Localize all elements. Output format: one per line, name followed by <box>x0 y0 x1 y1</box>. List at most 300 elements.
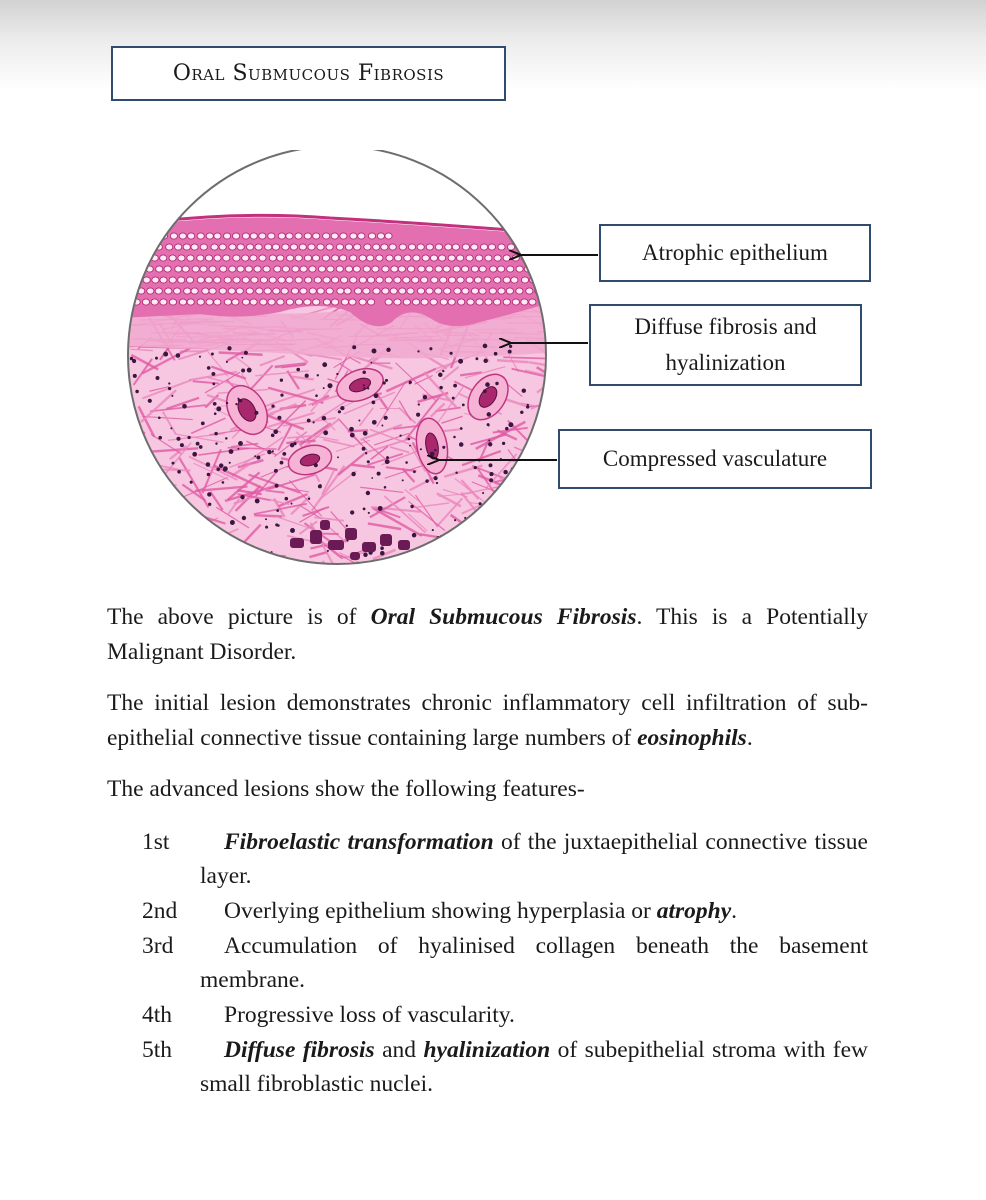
epithelial-cell <box>169 299 176 305</box>
epithelial-cell <box>260 299 267 305</box>
epithelial-cell <box>224 299 231 305</box>
collagen-fiber <box>451 515 490 542</box>
epithelial-cell <box>246 288 253 294</box>
nucleus <box>222 481 225 484</box>
epithelial-cell <box>233 255 240 261</box>
nucleus <box>265 518 267 520</box>
epithelial-cell <box>169 255 176 261</box>
nucleus <box>273 429 278 434</box>
epithelial-cell <box>373 288 380 294</box>
epithelial-cell <box>506 288 513 294</box>
nucleus <box>171 395 173 397</box>
epithelial-cell <box>322 255 329 261</box>
epithelial-cell <box>259 233 266 239</box>
nucleus <box>211 372 215 376</box>
epithelial-cell <box>471 266 478 272</box>
nucleus <box>450 352 453 355</box>
nucleus <box>235 403 237 405</box>
epithelial-cell <box>382 266 389 272</box>
nucleus <box>280 379 283 382</box>
nucleus <box>208 503 211 506</box>
nucleus <box>322 362 327 367</box>
epithelial-cell <box>511 277 518 283</box>
nucleus <box>153 526 157 530</box>
nucleus <box>455 551 458 554</box>
nucleus <box>323 387 325 389</box>
nucleus <box>291 503 293 505</box>
nucleus <box>371 362 373 364</box>
nucleus <box>522 388 526 392</box>
nucleus <box>130 357 133 360</box>
collagen-fiber <box>459 524 495 537</box>
collagen-fiber <box>536 516 553 541</box>
nucleus <box>327 550 329 552</box>
nucleus <box>129 467 132 470</box>
nucleus <box>216 468 220 472</box>
nucleus <box>442 446 445 449</box>
epithelial-cell <box>359 255 366 261</box>
epithelial-cell <box>292 266 299 272</box>
epithelial-cell <box>128 244 135 250</box>
epithelial-cell <box>265 244 272 250</box>
epithelial-cell <box>233 277 240 283</box>
nucleus <box>442 370 444 372</box>
nucleus <box>483 344 488 349</box>
nucleus <box>230 520 235 525</box>
nucleus <box>214 432 218 436</box>
epithelial-cell <box>340 255 347 261</box>
nucleus <box>182 404 187 409</box>
nucleus <box>350 433 355 438</box>
collagen-fiber <box>173 549 206 555</box>
nucleus <box>482 515 485 518</box>
epithelial-cell <box>341 299 348 305</box>
nucleus <box>380 546 384 550</box>
epithelial-cell <box>269 255 276 261</box>
title-box <box>111 46 506 101</box>
epithelial-cell <box>448 255 455 261</box>
epithelial-cell <box>444 288 451 294</box>
nucleus <box>453 384 457 388</box>
epithelial-cell <box>353 266 360 272</box>
nucleus <box>238 441 243 446</box>
epithelial-cell <box>418 266 425 272</box>
epithelial-cell <box>317 288 324 294</box>
nucleus <box>148 399 152 403</box>
epithelial-cell <box>372 266 379 272</box>
epithelial-cell <box>421 299 428 305</box>
epithelial-cell <box>368 233 375 239</box>
epithelial-cell <box>440 277 447 283</box>
epithelial-cell <box>200 266 207 272</box>
epithelial-cell <box>344 288 351 294</box>
epithelial-cell <box>133 277 140 283</box>
nucleus <box>363 431 368 436</box>
epithelial-cell <box>305 277 312 283</box>
collagen-fiber <box>183 536 211 547</box>
nucleus <box>242 516 246 520</box>
nucleus <box>280 393 283 396</box>
collagen-fiber <box>216 564 244 580</box>
nucleus <box>362 447 366 451</box>
nucleus <box>206 462 211 467</box>
nucleus <box>386 456 389 459</box>
label-compressed-vasculature: Compressed vasculature <box>558 429 872 489</box>
nucleus <box>156 493 159 496</box>
nucleus <box>187 436 190 439</box>
collagen-fiber <box>461 552 492 572</box>
epithelial-cell <box>237 266 244 272</box>
epithelial-cell <box>273 288 280 294</box>
epithelial-cell <box>323 299 330 305</box>
nucleus <box>374 393 379 398</box>
nucleus <box>505 514 508 517</box>
epithelial-cell <box>479 288 486 294</box>
epithelial-cell <box>331 233 338 239</box>
epithelial-cell <box>188 233 195 239</box>
collagen-fiber <box>163 523 188 550</box>
epithelial-cell <box>548 299 555 305</box>
epithelial-cell <box>445 244 452 250</box>
epithelial-cell <box>124 299 131 305</box>
nucleus <box>226 402 228 404</box>
nucleus <box>226 361 228 363</box>
epithelial-cell <box>516 266 523 272</box>
nucleus <box>163 352 168 357</box>
nucleus <box>161 476 163 478</box>
collagen-fiber <box>545 284 585 304</box>
nucleus <box>213 402 217 406</box>
nucleus <box>219 463 224 468</box>
nucleus <box>207 473 210 476</box>
epithelial-cell <box>156 266 163 272</box>
nucleus <box>190 481 193 484</box>
epithelial-cell <box>175 266 182 272</box>
epithelial-cell <box>314 277 321 283</box>
nucleus <box>483 389 487 393</box>
collagen-fiber <box>198 567 229 576</box>
nucleus <box>338 410 341 413</box>
nucleus <box>241 357 243 359</box>
epithelial-cell <box>138 266 145 272</box>
epithelial-cell <box>286 233 293 239</box>
collagen-fiber <box>151 554 169 580</box>
epithelial-cell <box>134 255 141 261</box>
epithelial-cell <box>336 244 343 250</box>
nucleus <box>365 452 367 454</box>
nucleus <box>176 353 181 358</box>
epithelial-cell <box>260 277 267 283</box>
collagen-fiber <box>514 447 561 466</box>
epithelial-cell <box>290 244 297 250</box>
nucleus <box>168 387 171 390</box>
collagen-fiber <box>135 520 180 545</box>
nucleus <box>526 405 529 408</box>
nucleus <box>336 373 338 375</box>
nucleus <box>280 461 284 465</box>
nucleus <box>430 452 435 457</box>
nucleus <box>438 373 443 378</box>
epithelial-cell <box>250 299 257 305</box>
epithelial-cell <box>345 244 352 250</box>
epithelial-cell <box>186 277 193 283</box>
nucleus <box>293 442 296 445</box>
nucleus <box>520 411 523 414</box>
epithelial-cell <box>448 299 455 305</box>
nucleus <box>161 496 164 499</box>
epithelial-cell <box>232 299 239 305</box>
collagen-fiber <box>538 419 570 421</box>
epithelial-cell <box>462 288 469 294</box>
nucleus <box>454 519 456 521</box>
nucleus <box>179 498 182 501</box>
nucleus <box>328 383 333 388</box>
epithelial-cell <box>295 299 302 305</box>
feature-list <box>107 825 868 1101</box>
nucleus <box>177 470 181 474</box>
nucleus <box>340 406 344 410</box>
nucleus <box>227 346 231 350</box>
nucleus <box>133 374 137 378</box>
epithelial-cell <box>229 266 236 272</box>
epithelial-cell <box>197 233 204 239</box>
epithelial-cell <box>385 277 392 283</box>
epithelial-cell <box>503 255 510 261</box>
epithelial-cell <box>206 299 213 305</box>
nucleus <box>542 471 546 475</box>
epithelial-cell <box>399 288 406 294</box>
epithelial-cell <box>452 244 459 250</box>
collagen-fiber <box>541 509 565 547</box>
epithelial-cell <box>300 288 307 294</box>
collagen-fiber <box>157 531 202 548</box>
nucleus <box>323 430 328 435</box>
epithelial-cell <box>381 244 388 250</box>
epithelial-cell <box>548 277 555 283</box>
collagen-fiber <box>527 563 575 580</box>
nucleus <box>271 433 275 437</box>
nucleus <box>380 551 385 556</box>
epithelial-cell <box>264 288 271 294</box>
epithelial-cell <box>166 244 173 250</box>
nucleus <box>546 471 548 473</box>
epithelial-cell <box>426 266 433 272</box>
epithelial-cell <box>385 299 392 305</box>
epithelial-cell <box>390 288 397 294</box>
epithelial-cell <box>350 277 357 283</box>
collagen-fiber <box>254 515 282 516</box>
nucleus <box>138 494 141 497</box>
nucleus <box>176 437 180 441</box>
nucleus <box>173 520 177 524</box>
nucleus <box>207 492 211 496</box>
collagen-fiber <box>542 521 559 532</box>
epithelial-cell <box>143 277 150 283</box>
epithelial-cell <box>399 244 406 250</box>
nucleus <box>346 525 348 527</box>
epithelial-cell <box>358 233 365 239</box>
nucleus <box>412 533 417 538</box>
nucleus <box>413 470 416 473</box>
epithelial-cell <box>268 233 275 239</box>
nucleus <box>385 379 388 382</box>
nucleus <box>135 390 138 393</box>
nucleus <box>402 479 404 481</box>
epithelial-cell <box>165 288 172 294</box>
nucleus <box>455 547 458 550</box>
nucleus <box>274 469 278 473</box>
epithelial-cell <box>332 277 339 283</box>
nucleus <box>276 509 279 512</box>
nucleus <box>229 462 231 464</box>
epithelial-cell <box>300 266 307 272</box>
nucleus <box>363 384 365 386</box>
epithelial-cell <box>179 299 186 305</box>
epithelial-cell <box>552 288 559 294</box>
epithelial-cell <box>349 299 356 305</box>
epithelial-cell <box>295 233 302 239</box>
nucleus <box>483 359 488 364</box>
nucleus <box>497 544 501 548</box>
epithelial-cell <box>250 233 257 239</box>
nucleus <box>131 510 135 514</box>
nucleus <box>210 533 213 536</box>
epithelial-cell <box>164 266 171 272</box>
epithelial-cell <box>233 233 240 239</box>
nucleus <box>175 545 180 550</box>
nucleus <box>509 345 512 348</box>
epithelial-cell <box>368 299 375 305</box>
epithelial-cell <box>287 255 294 261</box>
nucleus <box>489 472 493 476</box>
nucleus <box>436 482 438 484</box>
nucleus <box>155 357 158 360</box>
epithelial-cell <box>160 277 167 283</box>
epithelial-cell <box>462 244 469 250</box>
epithelial-cell <box>413 255 420 261</box>
nucleus <box>425 479 428 482</box>
nucleus <box>423 395 427 399</box>
epithelial-cell <box>178 255 185 261</box>
nucleus <box>377 472 381 476</box>
epithelial-cell <box>224 233 231 239</box>
nucleus <box>192 452 197 457</box>
epithelial-cell <box>389 244 396 250</box>
nucleus <box>409 382 411 384</box>
collagen-fiber <box>138 521 183 526</box>
epithelial-cell <box>474 277 481 283</box>
nucleus <box>405 461 408 464</box>
epithelial-cell <box>521 299 528 305</box>
nucleus <box>156 376 160 380</box>
epithelial-cell <box>308 244 315 250</box>
nucleus <box>225 437 228 440</box>
epithelial-cell <box>202 288 209 294</box>
epithelial-cell <box>197 255 204 261</box>
epithelial-cell <box>274 266 281 272</box>
epithelial-cell <box>373 244 380 250</box>
epithelial-cell <box>430 255 437 261</box>
epithelial-cell <box>413 299 420 305</box>
epithelial-cell <box>250 255 257 261</box>
nucleus <box>385 459 390 464</box>
epithelial-cell <box>479 266 486 272</box>
nucleus <box>275 523 278 526</box>
epithelial-cell <box>340 233 347 239</box>
epithelial-cell <box>382 288 389 294</box>
nucleus <box>314 463 318 467</box>
nucleus <box>307 419 311 423</box>
nucleus <box>199 445 203 449</box>
epithelial-cell <box>332 255 339 261</box>
epithelial-cell <box>490 266 497 272</box>
nucleus <box>420 448 422 450</box>
nucleus <box>541 461 543 463</box>
nucleus <box>384 416 388 420</box>
epithelial-cell <box>191 244 198 250</box>
epithelial-cell <box>476 255 483 261</box>
epithelial-cell <box>169 277 176 283</box>
epithelial-cell <box>214 233 221 239</box>
epithelial-cell <box>220 266 227 272</box>
collagen-fiber <box>475 531 495 546</box>
nucleus <box>138 479 142 483</box>
epithelial-cell <box>245 266 252 272</box>
nucleus <box>256 456 260 460</box>
collagen-fiber <box>495 539 529 564</box>
nucleus <box>207 366 211 370</box>
nucleus <box>215 442 217 444</box>
epithelial-cell <box>503 299 510 305</box>
collagen-fiber <box>398 558 423 561</box>
collagen-fiber <box>254 565 286 567</box>
epithelial-cell <box>376 277 383 283</box>
collagen-fiber <box>466 545 495 546</box>
nucleus <box>458 359 463 364</box>
epithelial-cell <box>242 299 249 305</box>
paragraph-intro: The above picture is of Oral Submucous Fibrosis. This is a Potentially Malignant Disorder. <box>107 604 869 665</box>
nucleus <box>275 484 279 488</box>
epithelial-cell <box>184 288 191 294</box>
epithelial-cell <box>160 299 167 305</box>
epithelial-cell <box>449 277 456 283</box>
nucleus <box>168 382 170 384</box>
paragraph-initial-lesion: The initial lesion demonstrates chronic inflammatory cell infiltration of sub-epithelial connective tissue containing large numbers of eosinophils. <box>107 690 868 751</box>
nucleus <box>174 507 177 510</box>
nucleus <box>488 442 492 446</box>
nucleus <box>459 442 464 447</box>
collagen-fiber <box>192 529 238 549</box>
nucleus <box>163 518 165 520</box>
epithelial-cell <box>377 233 384 239</box>
nucleus <box>351 472 355 476</box>
epithelial-cell <box>174 288 181 294</box>
epithelial-cell <box>426 288 433 294</box>
epithelial-cell <box>309 266 316 272</box>
nucleus <box>271 404 274 407</box>
epithelial-cell <box>512 299 519 305</box>
epithelial-cell <box>534 266 541 272</box>
epithelial-cell <box>471 288 478 294</box>
epithelial-cell <box>309 288 316 294</box>
nucleus <box>503 470 507 474</box>
collagen-fiber <box>428 556 456 580</box>
epithelial-cell <box>498 288 505 294</box>
nucleus <box>237 448 239 450</box>
epithelial-cell <box>183 244 190 250</box>
epithelial-cell <box>152 233 159 239</box>
nucleus <box>210 552 214 556</box>
